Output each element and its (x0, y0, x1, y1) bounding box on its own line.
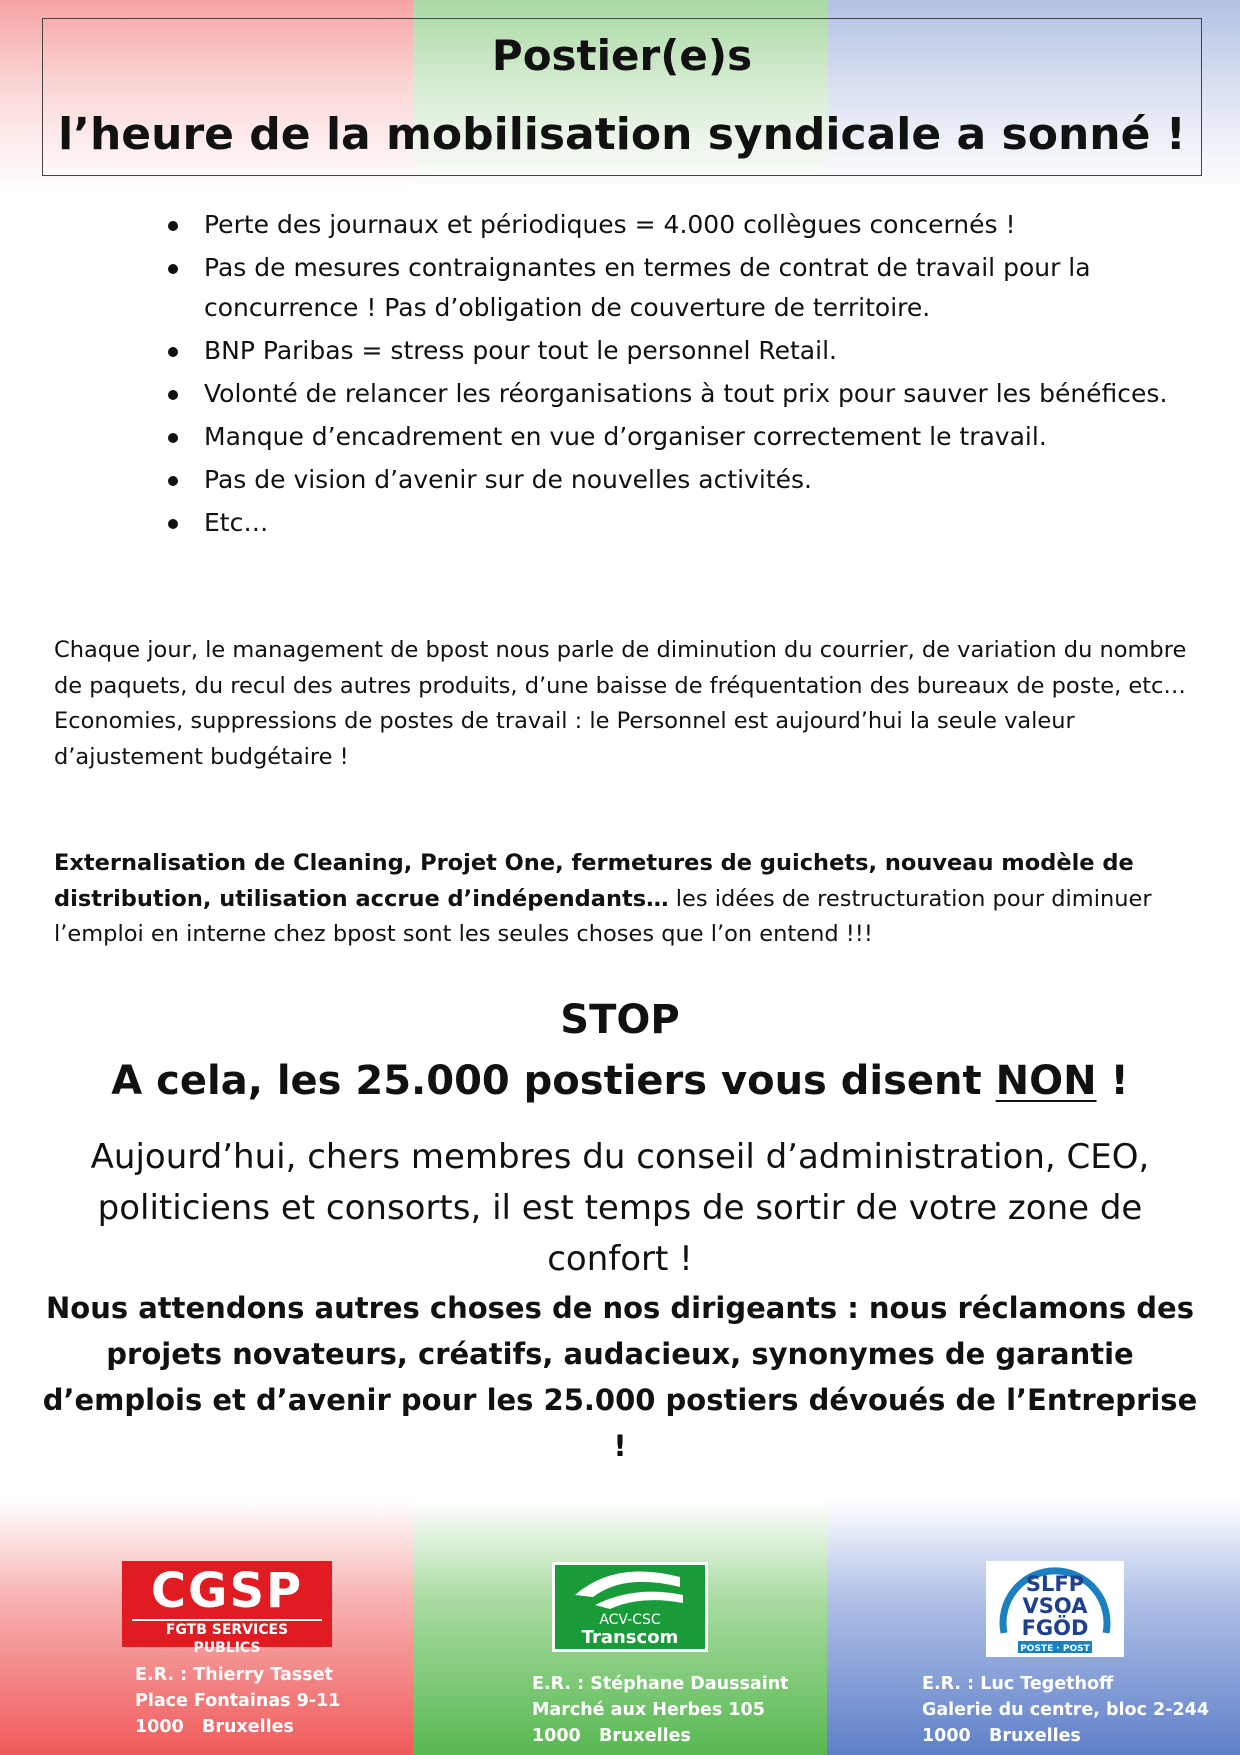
non-word: NON (995, 1058, 1097, 1104)
cgsp-city: 1000 Bruxelles (135, 1717, 294, 1737)
non-prefix: A cela, les 25.000 postiers vous disent (111, 1058, 996, 1104)
restructuring-text: les idées de restructuration pour diminuer l’emploi en interne chez bpost sont les seules choses que l’on entend !!! (54, 885, 1152, 947)
slfp-street: Galerie du centre, bloc 2-244 (922, 1700, 1209, 1720)
acv-address (532, 1671, 789, 1749)
list-item: Pas de mesures contraignantes en termes de contrat de travail pour la concurrence ! Pas d’obligation de couverture de territoire. (160, 248, 1180, 328)
non-suffix: ! (1096, 1058, 1129, 1104)
slfp-logo (986, 1561, 1124, 1657)
demand-text: Nous attendons autres choses de nos dirigeants : nous réclamons des projets novateurs, créatifs, audacieux, synonymes de garantie d’emplois et d’avenir pour les 25.000 postiers dévoués de l’Entreprise ! (42, 1291, 1198, 1463)
slfp-logo-line-4: POSTE · POST (1020, 1644, 1090, 1654)
acv-street: Marché aux Herbes 105 (532, 1700, 765, 1720)
slfp-city: 1000 Bruxelles (922, 1726, 1081, 1746)
cgsp-logo (122, 1561, 332, 1656)
list-item: Pas de vision d’avenir sur de nouvelles activités. (160, 460, 1180, 500)
grievance-list (160, 205, 1180, 546)
savings-text: Economies, suppressions de postes de travail : le Personnel est aujourd’hui la seule valeur d’ajustement budgétaire ! (54, 708, 1075, 770)
management-text: Chaque jour, le management de bpost nous parle de diminution du courrier, de variation du nombre de paquets, du recul des autres produits, d’une baisse de fréquentation des bureaux de poste, etc… (54, 637, 1187, 699)
list-item: BNP Paribas = stress pour tout le personnel Retail. (160, 331, 1180, 371)
cgsp-address (135, 1662, 340, 1740)
acv-city: 1000 Bruxelles (532, 1726, 691, 1746)
slfp-logo-line-3: FGÖD (1021, 1616, 1089, 1640)
cgsp-logo-subtext: FGTB SERVICES PUBLICS (132, 1619, 322, 1657)
appeal-text: Aujourd’hui, chers membres du conseil d’administration, CEO, politiciens et consorts, il est temps de sortir de votre zone de confort ! (90, 1137, 1150, 1279)
slfp-logo-line-2: VSOA (1022, 1594, 1088, 1618)
cgsp-street: Place Fontainas 9-11 (135, 1691, 341, 1711)
slfp-logo-graphic (986, 1561, 1124, 1657)
cgsp-er: E.R. : Thierry Tasset (135, 1665, 333, 1685)
list-item: Perte des journaux et périodiques = 4.000 collègues concernés ! (160, 205, 1180, 245)
acv-logo-main-text: Transcom (581, 1627, 679, 1648)
title-line-2: l’heure de la mobilisation syndicale a sonné ! (58, 109, 1186, 160)
management-paragraph (54, 633, 1204, 775)
non-heading (40, 1053, 1200, 1109)
title-box (42, 18, 1202, 176)
slfp-logo-line-1: SLFP (1025, 1572, 1085, 1596)
list-item: Manque d’encadrement en vue d’organiser correctement le travail. (160, 417, 1180, 457)
restructuring-paragraph (54, 846, 1204, 953)
acv-swoosh-icon (555, 1565, 705, 1615)
stop-heading: STOP (560, 997, 680, 1043)
acv-csc-logo (552, 1562, 708, 1652)
slfp-address (922, 1671, 1209, 1749)
acv-logo-top-text: ACV-CSC (599, 1612, 661, 1628)
list-item: Volonté de relancer les réorganisations à tout prix pour sauver les bénéfices. (160, 374, 1180, 414)
list-item: Etc… (160, 503, 1180, 543)
cgsp-logo-text: CGSP (150, 1563, 304, 1619)
slfp-er: E.R. : Luc Tegethoff (922, 1674, 1114, 1694)
restructuring-bold-text: Externalisation de Cleaning, Projet One, fermetures de guichets, nouveau modèle de distribution, utilisation accrue d’indépendants… (54, 850, 1134, 912)
acv-er: E.R. : Stéphane Daussaint (532, 1674, 789, 1694)
title-line-1: Postier(e)s (491, 31, 753, 80)
